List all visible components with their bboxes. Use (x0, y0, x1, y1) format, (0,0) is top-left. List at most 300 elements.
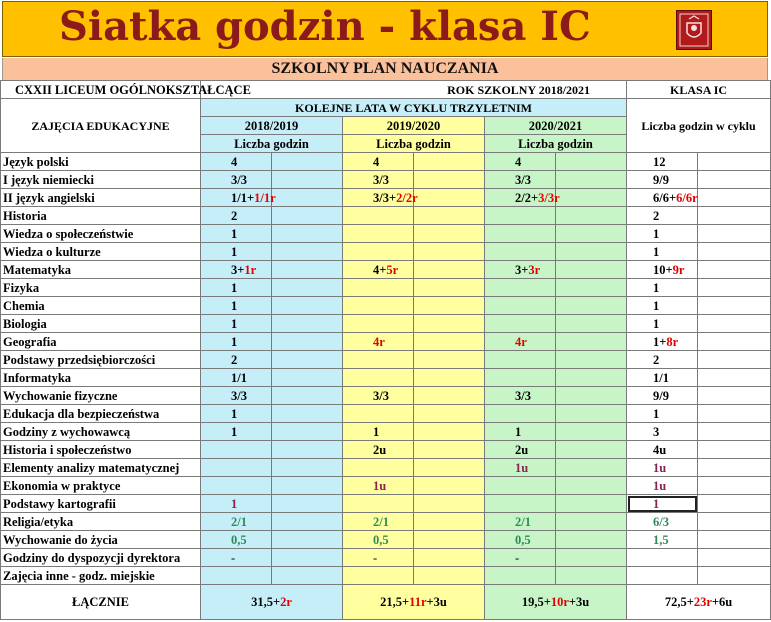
value-segment: 4r (515, 334, 527, 349)
table-row (1, 459, 771, 477)
cycle-total-cell[interactable] (627, 225, 698, 243)
hours-subheader: Liczba godzin (343, 135, 485, 153)
table-row (1, 207, 771, 225)
empty-cell[interactable] (698, 333, 771, 351)
empty-cell[interactable] (698, 477, 771, 495)
empty-cell[interactable] (414, 351, 485, 369)
empty-cell[interactable] (556, 351, 627, 369)
empty-cell[interactable] (414, 405, 485, 423)
table-row (1, 297, 771, 315)
empty-cell[interactable] (414, 297, 485, 315)
value-segment: 8r (666, 334, 679, 349)
table-row (1, 567, 771, 585)
subject-name: Historia i społeczeństwo (1, 441, 201, 459)
cycle-header: KOLEJNE LATA W CYKLU TRZYLETNIM (201, 99, 627, 117)
empty-cell[interactable] (414, 189, 485, 207)
cycle-total-cell[interactable] (627, 441, 698, 459)
empty-cell[interactable] (272, 369, 343, 387)
hours-cell[interactable] (343, 369, 414, 387)
hours-cell[interactable] (485, 315, 556, 333)
hours-cell[interactable] (485, 207, 556, 225)
value-segment: 2u (373, 442, 387, 457)
empty-cell[interactable] (698, 225, 771, 243)
empty-cell[interactable] (556, 243, 627, 261)
empty-cell[interactable] (414, 567, 485, 585)
empty-cell[interactable] (698, 207, 771, 225)
value-segment: - (515, 550, 520, 565)
hours-cell[interactable] (201, 549, 272, 567)
empty-cell[interactable] (556, 477, 627, 495)
cycle-total-cell[interactable] (627, 369, 698, 387)
hours-cell[interactable] (201, 567, 272, 585)
empty-cell[interactable] (556, 513, 627, 531)
subject-name: Biologia (1, 315, 201, 333)
empty-cell[interactable] (272, 153, 343, 171)
hours-cell[interactable] (201, 477, 272, 495)
subject-name: Chemia (1, 297, 201, 315)
subject-name: Język polski (1, 153, 201, 171)
value-segment: 3/3 (515, 388, 531, 403)
hours-cell[interactable] (201, 441, 272, 459)
value-segment: 3r (528, 262, 541, 277)
empty-cell[interactable] (414, 225, 485, 243)
empty-cell[interactable] (698, 549, 771, 567)
table-row (1, 423, 771, 441)
school-name: CXXII LICEUM OGÓLNOKSZTAŁCĄCE (1, 81, 201, 99)
hours-cell[interactable] (485, 153, 556, 171)
hours-cell[interactable] (343, 315, 414, 333)
value-segment: 6/3 (653, 514, 670, 529)
hours-cell[interactable] (343, 207, 414, 225)
subject-name: Wychowanie fizyczne (1, 387, 201, 405)
hours-cell[interactable] (201, 153, 272, 171)
empty-cell[interactable] (414, 459, 485, 477)
hours-cell[interactable] (485, 387, 556, 405)
subject-name: Matematyka (1, 261, 201, 279)
cycle-total-cell[interactable] (627, 477, 698, 495)
empty-cell[interactable] (556, 261, 627, 279)
hours-cell[interactable] (343, 279, 414, 297)
value-segment: 23r (693, 595, 712, 609)
hours-cell[interactable] (485, 513, 556, 531)
empty-cell[interactable] (272, 207, 343, 225)
value-segment: 1 (653, 496, 660, 511)
empty-cell[interactable] (698, 495, 771, 513)
table-row (1, 369, 771, 387)
cycle-total-cell[interactable] (627, 243, 698, 261)
value-segment: 3/3r (538, 190, 560, 205)
value-segment: 2 (653, 352, 660, 367)
table-row (1, 531, 771, 549)
value-segment: - (373, 550, 378, 565)
empty-cell[interactable] (272, 459, 343, 477)
table-row (1, 333, 771, 351)
hours-cell[interactable] (201, 423, 272, 441)
hours-cell[interactable] (201, 207, 272, 225)
empty-cell[interactable] (272, 297, 343, 315)
subject-name: Godziny z wychowawcą (1, 423, 201, 441)
empty-cell[interactable] (414, 333, 485, 351)
empty-cell[interactable] (414, 495, 485, 513)
hours-cell[interactable] (343, 171, 414, 189)
hours-cell[interactable] (485, 441, 556, 459)
cycle-total-cell[interactable] (627, 459, 698, 477)
empty-cell[interactable] (272, 441, 343, 459)
hours-cell[interactable] (343, 477, 414, 495)
empty-cell[interactable] (272, 243, 343, 261)
empty-cell[interactable] (698, 423, 771, 441)
hours-cell[interactable] (485, 333, 556, 351)
year-header: 2018/2019 (201, 117, 343, 135)
hours-cell[interactable] (485, 279, 556, 297)
empty-cell[interactable] (556, 423, 627, 441)
subject-name: Informatyka (1, 369, 201, 387)
subject-name: Podstawy przedsiębiorczości (1, 351, 201, 369)
cycle-total-cell[interactable] (627, 189, 698, 207)
empty-cell[interactable] (698, 315, 771, 333)
empty-cell[interactable] (272, 189, 343, 207)
table-row (1, 225, 771, 243)
empty-cell[interactable] (272, 477, 343, 495)
cycle-total-cell[interactable] (627, 495, 698, 513)
empty-cell[interactable] (272, 351, 343, 369)
empty-cell[interactable] (556, 333, 627, 351)
empty-cell[interactable] (556, 495, 627, 513)
hours-cell[interactable] (201, 189, 276, 207)
table-row (1, 171, 771, 189)
hours-cell[interactable] (485, 243, 556, 261)
totals-year-cell (485, 585, 627, 620)
cycle-total-cell[interactable] (627, 171, 698, 189)
value-segment: 9r (672, 262, 685, 277)
cycle-total-cell[interactable] (627, 297, 698, 315)
value-segment: 1r (244, 262, 257, 277)
empty-cell[interactable] (272, 225, 343, 243)
hours-cell[interactable] (201, 387, 272, 405)
hours-cell[interactable] (343, 441, 414, 459)
empty-cell[interactable] (414, 387, 485, 405)
empty-cell[interactable] (556, 441, 627, 459)
hours-cell[interactable] (201, 333, 272, 351)
hours-cell[interactable] (485, 261, 556, 279)
value-segment: +3u (568, 595, 590, 609)
value-segment: 12 (653, 154, 666, 169)
hours-cell[interactable] (343, 459, 414, 477)
value-segment: 4+ (373, 262, 387, 277)
table-row (1, 405, 771, 423)
subject-column-header: ZAJĘCIA EDUKACYJNE (1, 99, 201, 153)
empty-cell[interactable] (556, 405, 627, 423)
empty-cell[interactable] (556, 531, 627, 549)
empty-cell[interactable] (272, 567, 343, 585)
empty-cell[interactable] (698, 153, 771, 171)
hours-cell[interactable] (201, 513, 272, 531)
empty-cell[interactable] (698, 567, 771, 585)
hours-cell[interactable] (201, 261, 272, 279)
empty-cell[interactable] (556, 315, 627, 333)
empty-cell[interactable] (698, 405, 771, 423)
empty-cell[interactable] (698, 369, 771, 387)
empty-cell[interactable] (414, 207, 485, 225)
empty-cell[interactable] (414, 261, 485, 279)
value-segment: 3/3 (231, 388, 247, 403)
cycle-total-cell[interactable] (627, 333, 698, 351)
hours-cell[interactable] (485, 369, 556, 387)
hours-cell[interactable] (201, 495, 272, 513)
value-segment: 3+ (515, 262, 529, 277)
empty-cell[interactable] (556, 207, 627, 225)
empty-cell[interactable] (698, 513, 771, 531)
empty-cell[interactable] (698, 261, 771, 279)
value-segment: 1/1+ (231, 190, 255, 205)
cycle-total-cell[interactable] (627, 153, 698, 171)
value-segment: 4 (231, 154, 238, 169)
value-segment: 0,5 (515, 532, 531, 547)
table-row (1, 387, 771, 405)
empty-cell[interactable] (414, 369, 485, 387)
curriculum-table (0, 80, 771, 620)
hours-cell[interactable] (485, 567, 556, 585)
hours-cell[interactable] (485, 549, 556, 567)
value-segment: 1+ (653, 334, 667, 349)
value-segment: 31,5+ (251, 595, 281, 609)
hours-cell[interactable] (485, 225, 556, 243)
empty-cell[interactable] (698, 189, 771, 207)
subject-name: Religia/etyka (1, 513, 201, 531)
hours-cell[interactable] (201, 171, 272, 189)
hours-cell[interactable] (201, 225, 272, 243)
value-segment: 10+ (653, 262, 673, 277)
value-segment: 21,5+ (380, 595, 410, 609)
empty-cell[interactable] (556, 297, 627, 315)
cycle-total-cell[interactable] (627, 531, 698, 549)
value-segment: 3/3 (373, 172, 389, 187)
empty-cell[interactable] (414, 549, 485, 567)
totals-year-cell (343, 585, 485, 620)
value-segment: 3/3 (515, 172, 531, 187)
hours-cell[interactable] (485, 351, 556, 369)
cycle-total-cell[interactable] (627, 261, 698, 279)
empty-cell[interactable] (556, 189, 627, 207)
hours-cell[interactable] (343, 225, 414, 243)
empty-cell[interactable] (698, 387, 771, 405)
empty-cell[interactable] (414, 423, 485, 441)
hours-subheader: Liczba godzin (485, 135, 627, 153)
hours-cell[interactable] (201, 243, 272, 261)
value-segment: 1 (653, 226, 660, 241)
empty-cell[interactable] (414, 513, 485, 531)
value-segment: 2/2r (396, 190, 418, 205)
hours-cell[interactable] (485, 423, 556, 441)
hours-cell[interactable] (343, 495, 414, 513)
hours-cell[interactable] (343, 387, 414, 405)
empty-cell[interactable] (556, 549, 627, 567)
value-segment: 1 (653, 244, 660, 259)
subject-name: Historia (1, 207, 201, 225)
cycle-total-cell[interactable] (627, 315, 698, 333)
empty-cell[interactable] (414, 171, 485, 189)
value-segment: 1 (231, 424, 238, 439)
hours-cell[interactable] (485, 459, 556, 477)
empty-cell[interactable] (272, 531, 343, 549)
empty-cell[interactable] (272, 171, 343, 189)
value-segment: 2 (653, 208, 660, 223)
empty-cell[interactable] (698, 171, 771, 189)
hours-cell[interactable] (343, 333, 414, 351)
empty-cell[interactable] (414, 441, 485, 459)
empty-cell[interactable] (414, 243, 485, 261)
hours-cell[interactable] (343, 513, 414, 531)
hours-cell[interactable] (485, 171, 556, 189)
value-segment: 1 (653, 298, 660, 313)
subject-name: I język niemiecki (1, 171, 201, 189)
empty-cell[interactable] (272, 423, 343, 441)
empty-cell[interactable] (272, 495, 343, 513)
subject-name: II język angielski (1, 189, 201, 207)
empty-cell[interactable] (414, 315, 485, 333)
hours-cell[interactable] (201, 297, 272, 315)
hours-cell[interactable] (343, 351, 414, 369)
empty-cell[interactable] (272, 549, 343, 567)
cycle-total-cell[interactable] (627, 423, 698, 441)
table-row (1, 243, 771, 261)
hours-cell[interactable] (201, 531, 272, 549)
empty-cell[interactable] (556, 387, 627, 405)
hours-subheader: Liczba godzin (201, 135, 343, 153)
value-segment: 2r (280, 595, 292, 609)
empty-cell[interactable] (272, 333, 343, 351)
hours-cell[interactable] (485, 189, 560, 207)
hours-cell[interactable] (485, 405, 556, 423)
cycle-total-cell[interactable] (627, 351, 698, 369)
hours-cell[interactable] (485, 495, 556, 513)
totals-label: ŁĄCZNIE (1, 585, 201, 620)
value-segment: 1 (231, 496, 238, 511)
hours-cell[interactable] (201, 315, 272, 333)
cycle-total-cell[interactable] (627, 567, 698, 585)
hours-cell[interactable] (343, 153, 414, 171)
empty-cell[interactable] (698, 297, 771, 315)
hours-cell[interactable] (343, 423, 414, 441)
subject-name: Edukacja dla bezpieczeństwa (1, 405, 201, 423)
empty-cell[interactable] (414, 153, 485, 171)
value-segment: 1/1 (231, 370, 247, 385)
hours-cell[interactable] (485, 477, 556, 495)
empty-cell[interactable] (556, 153, 627, 171)
empty-cell[interactable] (414, 477, 485, 495)
value-segment: 1 (231, 316, 238, 331)
value-segment: 1 (653, 280, 660, 295)
empty-cell[interactable] (556, 459, 627, 477)
value-segment: 1 (231, 334, 238, 349)
value-segment: 2/2+ (515, 190, 539, 205)
empty-cell[interactable] (272, 387, 343, 405)
value-segment: 6/6r (676, 190, 698, 205)
empty-cell[interactable] (414, 279, 485, 297)
empty-cell[interactable] (698, 351, 771, 369)
value-segment: 1 (231, 406, 238, 421)
hours-cell[interactable] (343, 261, 414, 279)
empty-cell[interactable] (556, 279, 627, 297)
totals-cycle-cell (627, 585, 771, 620)
subject-name: Elementy analizy matematycznej (1, 459, 201, 477)
empty-cell[interactable] (556, 171, 627, 189)
table-row (1, 513, 771, 531)
year-header: 2020/2021 (485, 117, 627, 135)
empty-cell[interactable] (272, 513, 343, 531)
hours-cell[interactable] (343, 405, 414, 423)
table-row (1, 495, 771, 513)
totals-year-cell (201, 585, 343, 620)
value-segment: 72,5+ (664, 595, 694, 609)
value-segment: 2 (231, 352, 238, 367)
value-segment: 4 (373, 154, 380, 169)
hours-cell[interactable] (201, 459, 272, 477)
cycle-total-cell[interactable] (627, 513, 698, 531)
hours-cell[interactable] (343, 531, 414, 549)
empty-cell[interactable] (698, 243, 771, 261)
cycle-total-cell[interactable] (627, 549, 698, 567)
value-segment: 1 (231, 298, 238, 313)
cycle-total-cell[interactable] (627, 387, 698, 405)
hours-cell[interactable] (201, 351, 272, 369)
empty-cell[interactable] (414, 531, 485, 549)
value-segment: 3/3+ (373, 190, 397, 205)
hours-cell[interactable] (343, 567, 414, 585)
empty-cell[interactable] (698, 279, 771, 297)
empty-cell[interactable] (272, 405, 343, 423)
school-year: ROK SZKOLNY 2018/2021 (201, 81, 627, 99)
hours-cell[interactable] (343, 243, 414, 261)
empty-cell[interactable] (556, 369, 627, 387)
value-segment: 0,5 (373, 532, 389, 547)
table-row (1, 153, 771, 171)
value-segment: 2 (231, 208, 238, 223)
empty-cell[interactable] (272, 315, 343, 333)
hours-cell[interactable] (201, 279, 272, 297)
hours-cell[interactable] (343, 549, 414, 567)
value-segment: 19,5+ (521, 595, 551, 609)
cycle-total-cell[interactable] (627, 405, 698, 423)
value-segment: 4u (653, 442, 667, 457)
value-segment: - (231, 550, 236, 565)
empty-cell[interactable] (556, 225, 627, 243)
empty-cell[interactable] (556, 567, 627, 585)
value-segment: 1/1 (653, 370, 670, 385)
subject-name: Wiedza o społeczeństwie (1, 225, 201, 243)
hours-cell[interactable] (485, 531, 556, 549)
value-segment: 10r (550, 595, 569, 609)
subject-name: Wychowanie do życia (1, 531, 201, 549)
hours-cell[interactable] (343, 189, 418, 207)
empty-cell[interactable] (272, 279, 343, 297)
empty-cell[interactable] (272, 261, 343, 279)
value-segment: 1 (515, 424, 522, 439)
hours-cell[interactable] (343, 297, 414, 315)
empty-cell[interactable] (698, 531, 771, 549)
cycle-total-cell[interactable] (627, 279, 698, 297)
value-segment: 1 (231, 280, 238, 295)
hours-cell[interactable] (201, 369, 272, 387)
subject-name: Wiedza o kulturze (1, 243, 201, 261)
empty-cell[interactable] (698, 459, 771, 477)
class-label: KLASA IC (627, 81, 771, 99)
value-segment: +3u (426, 595, 447, 609)
empty-cell[interactable] (698, 441, 771, 459)
cycle-total-cell[interactable] (627, 207, 698, 225)
hours-cell[interactable] (485, 297, 556, 315)
hours-cell[interactable] (201, 405, 272, 423)
